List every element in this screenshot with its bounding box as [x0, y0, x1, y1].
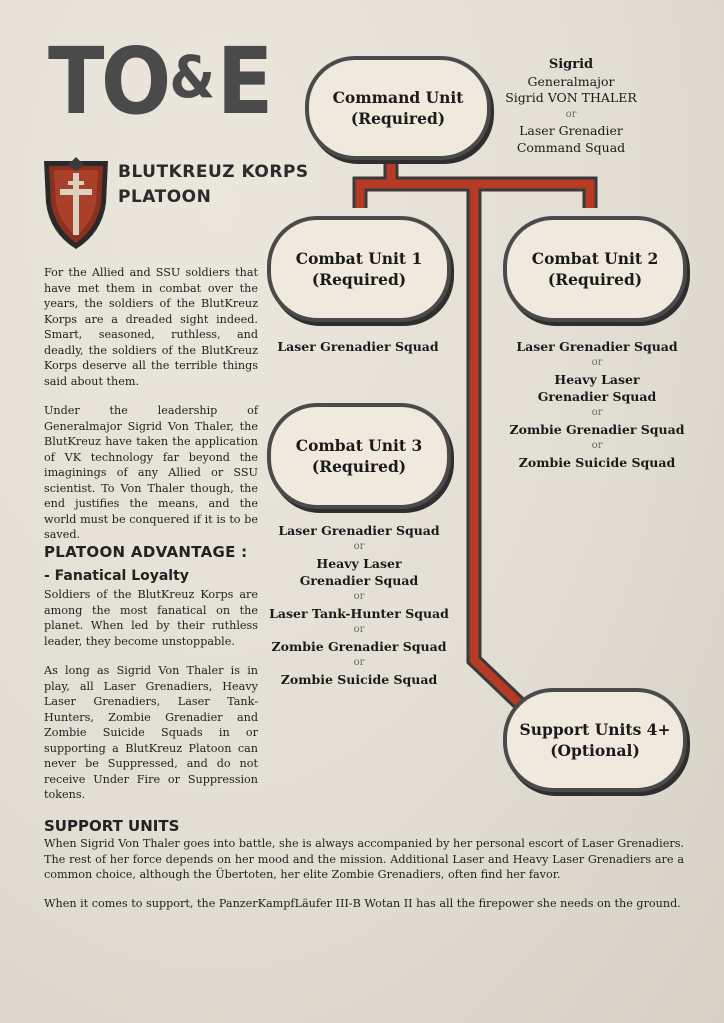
support-text	[44, 836, 684, 924]
combat-unit-3-box	[267, 403, 451, 509]
command-unit-label: Command Unit	[332, 88, 464, 107]
support-units-box	[503, 688, 687, 792]
support-units-label: Support Units 4+	[519, 720, 671, 739]
unit-option: Grenadier Squad	[299, 573, 419, 588]
combat-unit-2-options	[500, 338, 694, 471]
or-separator: or	[353, 591, 365, 602]
unit-option: Zombie Suicide Squad	[280, 672, 438, 687]
korps-title: BLUTKREUZ KORPS	[118, 162, 309, 182]
platoon-label: PLATOON	[118, 187, 212, 207]
unit-option: Zombie Grenadier Squad	[271, 639, 447, 654]
support-heading: SUPPORT UNITS	[44, 817, 180, 835]
combat-unit-1-requirement: (Required)	[311, 270, 407, 289]
option-rank: Generalmajor	[527, 73, 615, 89]
advantage-heading: PLATOON ADVANTAGE :	[44, 543, 248, 561]
unit-option: Laser Tank-Hunter Squad	[269, 606, 449, 621]
intro-paragraph: For the Allied and SSU soldiers that have met them in combat over the years, the soldiers of the BlutKreuz Korps are a dreaded sight indeed. Smart, seasoned, ruthless, and deadly, the soldiers of the BlutKreuz Korps deserve all the terrible things said about them.	[44, 266, 258, 388]
support-paragraph: When it comes to support, the PanzerKampfLäufer III-B Wotan II has all the firepower she needs on the ground.	[44, 896, 681, 910]
option-laser-grenadier: Laser Grenadier	[519, 123, 623, 138]
command-unit-box	[305, 56, 491, 160]
unit-option: Laser Grenadier Squad	[278, 523, 440, 538]
unit-option: Laser Grenadier Squad	[516, 339, 678, 354]
or-separator: or	[591, 407, 603, 418]
or-separator: or	[353, 541, 365, 552]
title-e: E	[216, 28, 270, 135]
title-to: TO	[48, 28, 168, 135]
unit-option: Zombie Suicide Squad	[518, 455, 676, 470]
unit-option: Grenadier Squad	[537, 389, 657, 404]
or-separator: or	[591, 357, 603, 368]
support-units-requirement: (Optional)	[550, 741, 640, 760]
command-options	[498, 57, 644, 156]
advantage-paragraph: As long as Sigrid Von Thaler is in play, all Laser Grenadiers, Heavy Laser Grenadiers, Laser Tank-Hunters, Zombie Grenadier and Zombie Suicide Squads in or supporting a BlutKreuz Platoon can never be Suppressed, and do not receive Under Fire or Suppression tokens.	[44, 664, 258, 801]
combat-unit-1-label: Combat Unit 1	[295, 249, 423, 268]
option-sigrid: Sigrid	[548, 57, 594, 72]
or-separator: or	[353, 624, 365, 635]
advantage-subheading: - Fanatical Loyalty	[44, 568, 189, 584]
or-separator: or	[591, 440, 603, 451]
option-command-squad: Command Squad	[516, 139, 626, 155]
command-unit-requirement: (Required)	[350, 109, 446, 128]
combat-unit-2-requirement: (Required)	[547, 270, 643, 289]
combat-unit-2-box	[503, 216, 687, 322]
option-full-name: Sigrid VON THALER	[505, 90, 637, 105]
unit-option: Laser Grenadier Squad	[277, 339, 439, 354]
combat-unit-3-requirement: (Required)	[311, 457, 407, 476]
combat-unit-3-options	[262, 522, 456, 688]
title-ampersand: &	[169, 43, 216, 111]
unit-option: Heavy Laser	[554, 372, 640, 387]
or-separator: or	[353, 657, 365, 668]
or-separator: or	[565, 108, 577, 120]
unit-option: Heavy Laser	[316, 556, 402, 571]
intro-paragraph: Under the leadership of Generalmajor Sigrid Von Thaler, the BlutKreuz have taken the application of VK technology far beyond the imaginings of any Allied or SSU scientist. To Von Thaler though, the end justifies the means, and the world must be conquered if it is to be saved.	[44, 404, 258, 541]
combat-unit-3-label: Combat Unit 3	[295, 436, 423, 455]
support-paragraph: When Sigrid Von Thaler goes into battle, she is always accompanied by her personal escort of Laser Grenadiers. The rest of her force depends on her mood and the mission. Additional Laser and Heavy Laser Grenadiers are a common choice, although the Übertoten, her elite Zombie Grenadiers, often find her favor.	[44, 837, 684, 881]
unit-option: Zombie Grenadier Squad	[509, 422, 685, 437]
combat-unit-1-options	[268, 338, 448, 355]
advantage-paragraph: Soldiers of the BlutKreuz Korps are among the most fanatical on the planet. When led by their ruthless leader, they become unstoppable.	[44, 588, 258, 648]
combat-unit-1-box	[267, 216, 451, 322]
combat-unit-2-label: Combat Unit 2	[531, 249, 659, 268]
